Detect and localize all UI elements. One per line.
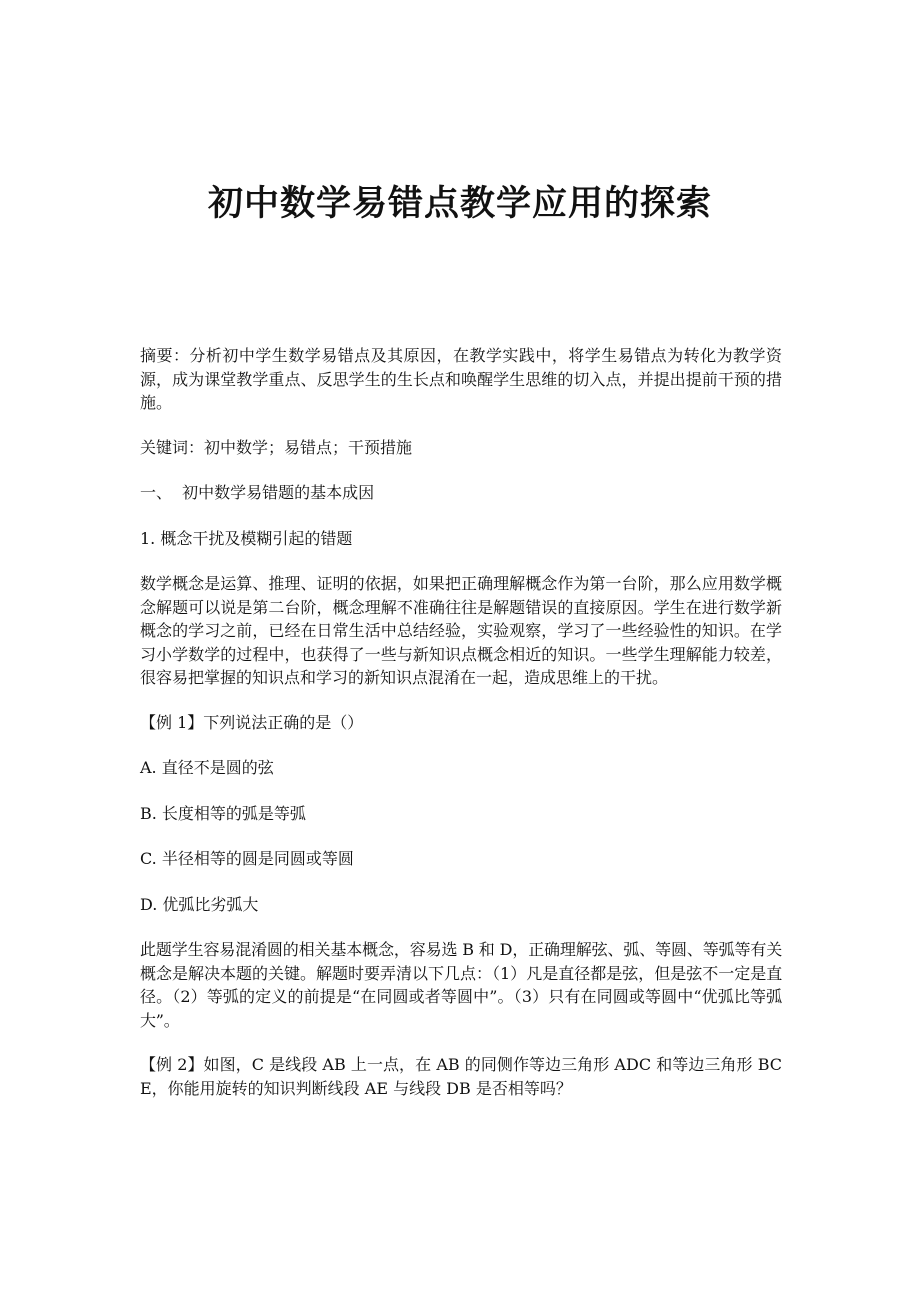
concepts-paragraph: 数学概念是运算、推理、证明的依据，如果把正确理解概念作为第一台阶，那么应用数学概念解题可以说是第二台阶，概念理解不准确往往是解题错误的直接原因。学生在进行数学新概念的学习之前，已经在日常生活中总结经验，实验观察，学习了一些经验性的知识。在学习小学数学的过程中，也获得了一些与新知识点概念相近的知识。一些学生理解能力较差，很容易把掌握的知识点和学习的新知识点混淆在一起，造成思维上的干扰。 [140,574,782,687]
example-1-question: 【例 1】下列说法正确的是（） [140,712,364,732]
document-title: 初中数学易错点教学应用的探索 [207,184,712,224]
example-1-option-d: D. 优弧比劣弧大 [140,894,259,914]
example-1-analysis: 此题学生容易混淆圆的相关基本概念，容易选 B 和 D，正确理解弦、弧、等圆、等弧等有关概念是解决本题的关键。解题时要弄清以下几点：（1）凡是直径都是弦，但是弦不一定是直径。（2）等弧的定义的前提是“在同圆或者等圆中”。（3）只有在同圆或等圆中“优弧比等弧大”。 [140,940,782,1030]
keywords-line: 关键词：初中数学；易错点；干预措施 [140,437,413,457]
example-1-option-b: B. 长度相等的弧是等弧 [140,803,306,823]
subsection-heading-1-1: 1. 概念干扰及模糊引起的错题 [140,528,353,548]
example-2-question: 【例 2】如图，C 是线段 AB 上一点，在 AB 的同侧作等边三角形 ADC 和等边三角形 BCE，你能用旋转的知识判断线段 AE 与线段 DB 是否相等吗？ [140,1055,782,1098]
section-heading-1: 一、 初中数学易错题的基本成因 [140,483,375,502]
document-body [140,344,782,1121]
example-1-option-a: A. 直径不是圆的弦 [140,758,274,777]
abstract-paragraph: 摘要：分析初中学生数学易错点及其原因，在教学实践中，将学生易错点为转化为教学资源，成为课堂教学重点、反思学生的生长点和唤醒学生思维的切入点，并提出提前干预的措施。 [140,346,782,412]
example-1-option-c: C. 半径相等的圆是同圆或等圆 [140,849,354,868]
